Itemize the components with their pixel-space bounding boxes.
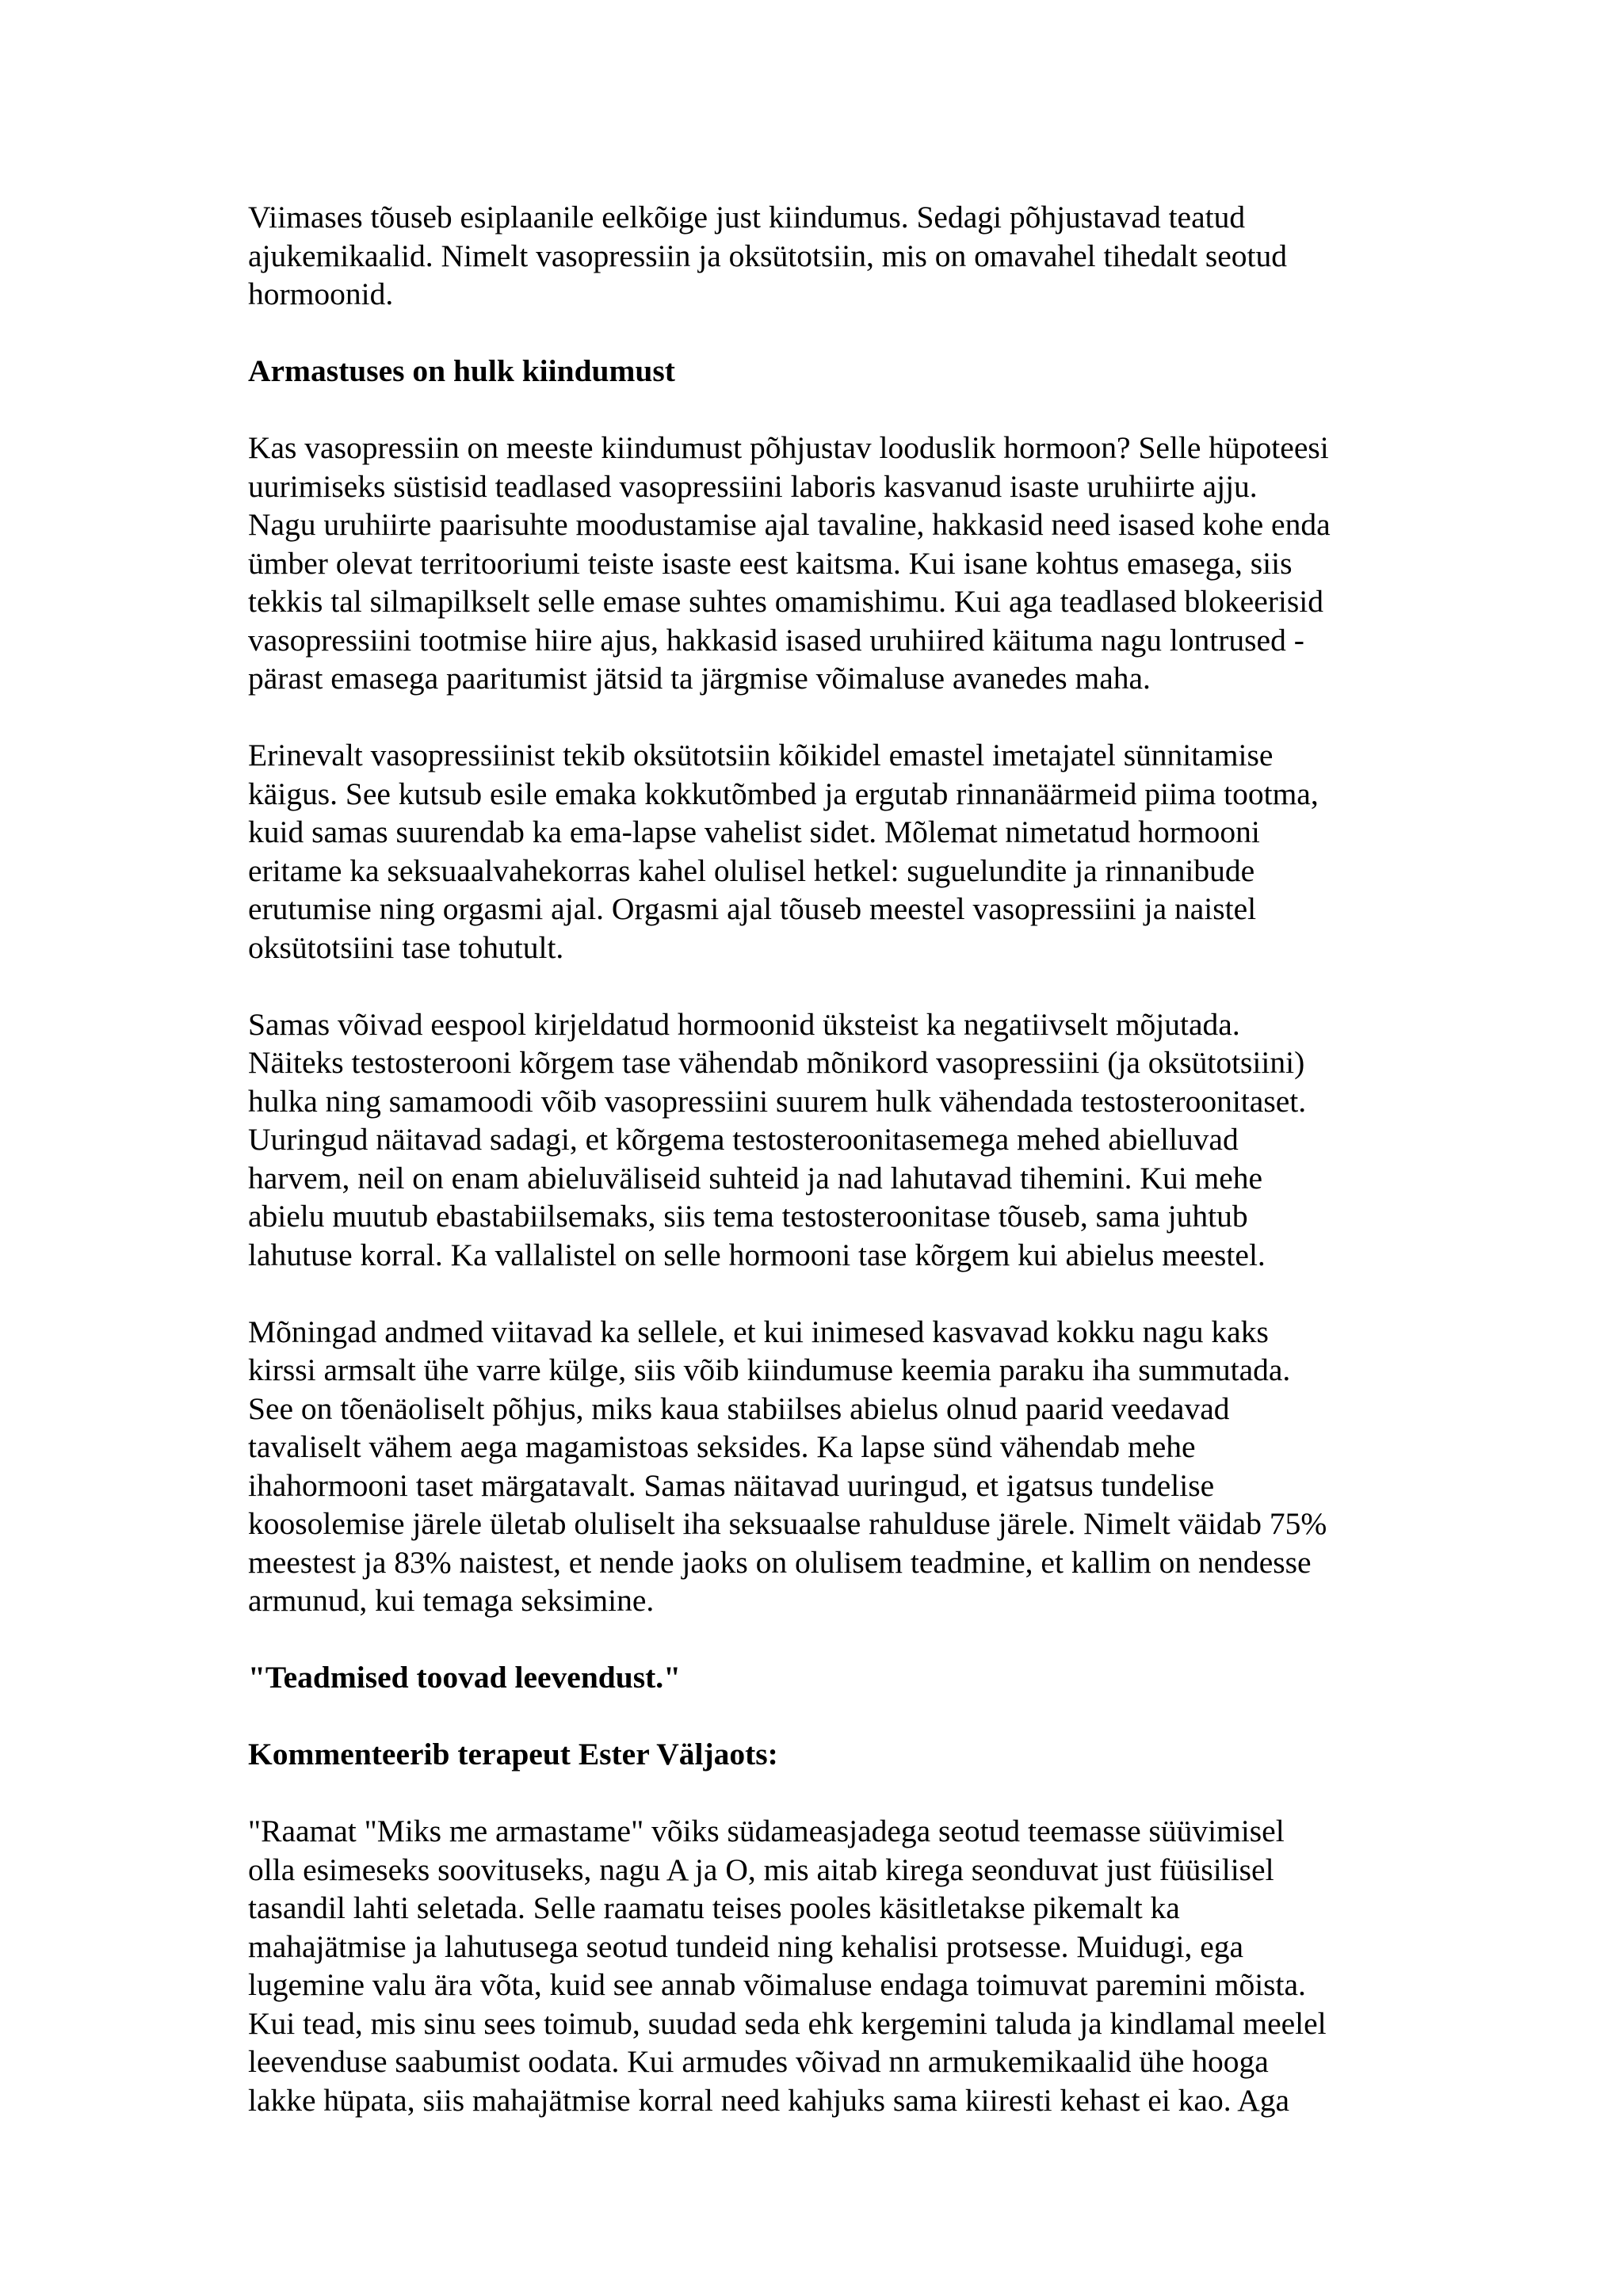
text-line: ajukemikaalid. Nimelt vasopressiin ja oksütotsiin, mis on omavahel tihedalt seotud bbox=[248, 238, 1287, 273]
paragraph-attachment bbox=[248, 1313, 1389, 1620]
document-page bbox=[248, 198, 1389, 2119]
paragraph-gap bbox=[248, 1774, 1389, 1813]
section-subheading: Kommenteerib terapeut Ester Väljaots: bbox=[248, 1737, 778, 1772]
text-line: mahajätmise ja lahutusega seotud tundeid ning kehalisi protsesse. Muidugi, ega bbox=[248, 1928, 1244, 1964]
text-line: oksütotsiini tase tohutult. bbox=[248, 929, 564, 965]
paragraph-gap bbox=[248, 1274, 1389, 1313]
text-line: pärast emasega paaritumist jätsid ta järgmise võimaluse avanedes maha. bbox=[248, 661, 1151, 696]
paragraph-gap bbox=[248, 314, 1389, 353]
text-line: Kui tead, mis sinu sees toimub, suudad seda ehk kergemini taluda ja kindlamal meelel bbox=[248, 2005, 1327, 2041]
text-line: hulka ning samamoodi võib vasopressiini suurem hulk vähendada testosteroonitaset. bbox=[248, 1083, 1307, 1119]
text-line: lahutuse korral. Ka vallalistel on selle hormooni tase kõrgem kui abielus meestel. bbox=[248, 1237, 1266, 1272]
text-line: armunud, kui temaga seksimine. bbox=[248, 1583, 655, 1618]
paragraph-therapist-quote bbox=[248, 1812, 1389, 2119]
text-line: erutumise ning orgasmi ajal. Orgasmi ajal tõuseb meestel vasopressiini ja naistel bbox=[248, 891, 1257, 926]
text-line: kuid samas suurendab ka ema-lapse vahelist sidet. Mõlemat nimetatud hormooni bbox=[248, 814, 1260, 849]
text-line: käigus. See kutsub esile emaka kokkutõmbed ja ergutab rinnanäärmeid piima tootma, bbox=[248, 776, 1319, 811]
text-line: Mõningad andmed viitavad ka sellele, et kui inimesed kasvavad kokku nagu kaks bbox=[248, 1314, 1269, 1349]
text-line: Nagu uruhiirte paarisuhte moodustamise ajal tavaline, hakkasid need isased kohe enda bbox=[248, 507, 1331, 542]
text-line: tekkis tal silmapilkselt selle emase suhtes omamishimu. Kui aga teadlased blokeerisid bbox=[248, 584, 1323, 619]
text-line: Erinevalt vasopressiinist tekib oksütotsiin kõikidel emastel imetajatel sünnitamise bbox=[248, 738, 1274, 772]
text-line: koosolemise järele ületab oluliselt iha seksuaalse rahulduse järele. Nimelt väidab 75% bbox=[248, 1506, 1327, 1541]
text-line: See on tõenäoliselt põhjus, miks kaua stabiilses abielus olnud paarid veedavad bbox=[248, 1390, 1230, 1426]
paragraph-gap bbox=[248, 1620, 1389, 1659]
text-line: "Raamat "Miks me armastame" võiks südameasjadega seotud teemasse süüvimisel bbox=[248, 1814, 1285, 1848]
text-line: tasandil lahti seletada. Selle raamatu teises pooles käsitletakse pikemalt ka bbox=[248, 1890, 1180, 1925]
text-line: olla esimeseks soovituseks, nagu A ja O, mis aitab kirega seonduvat just füüsilisel bbox=[248, 1852, 1274, 1887]
text-line: Samas võivad eespool kirjeldatud hormoonid üksteist ka negatiivselt mõjutada. bbox=[248, 1006, 1240, 1042]
text-line: vasopressiini tootmise hiire ajus, hakkasid isased uruhiired käituma nagu lontrused - bbox=[248, 622, 1304, 658]
paragraph-gap bbox=[248, 967, 1389, 1005]
text-line: kirssi armsalt ühe varre külge, siis võib kiindumuse keemia paraku iha summutada. bbox=[248, 1352, 1291, 1387]
section-heading: "Teadmised toovad leevendust." bbox=[248, 1660, 682, 1695]
text-line: ihahormooni taset märgatavalt. Samas näitavad uuringud, et igatsus tundelise bbox=[248, 1467, 1215, 1503]
text-line: harvem, neil on enam abieluväliseid suhteid ja nad lahutavad tihemini. Kui mehe bbox=[248, 1160, 1263, 1196]
paragraph-gap bbox=[248, 1697, 1389, 1736]
text-line: meestest ja 83% naistest, et nende jaoks on olulisem teadmine, et kallim on nendesse bbox=[248, 1544, 1312, 1580]
text-line: eritame ka seksuaalvahekorras kahel olulisel hetkel: suguelundite ja rinnanibude bbox=[248, 852, 1255, 888]
text-line: Kas vasopressiin on meeste kiindumust põhjustav looduslik hormoon? Selle hüpoteesi bbox=[248, 430, 1329, 465]
text-line: lakke hüpata, siis mahajätmise korral need kahjuks sama kiiresti kehast ei kao. Aga bbox=[248, 2082, 1290, 2118]
text-line: Näiteks testosterooni kõrgem tase vähendab mõnikord vasopressiini (ja oksütotsiini) bbox=[248, 1045, 1305, 1080]
paragraph-gap bbox=[248, 698, 1389, 737]
text-line: lugemine valu ära võta, kuid see annab võimaluse endaga toimuvat paremini mõista. bbox=[248, 1967, 1306, 2002]
section-heading: Armastuses on hulk kiindumust bbox=[248, 353, 675, 388]
paragraph-intro bbox=[248, 198, 1389, 314]
text-line: hormoonid. bbox=[248, 277, 394, 311]
paragraph-gap bbox=[248, 391, 1389, 429]
text-line: tavaliselt vähem aega magamistoas seksides. Ka lapse sünd vähendab mehe bbox=[248, 1429, 1196, 1464]
paragraph-testosterone bbox=[248, 1005, 1389, 1275]
text-line: Uuringud näitavad sadagi, et kõrgema testosteroonitasemega mehed abielluvad bbox=[248, 1122, 1239, 1157]
text-line: uurimiseks süstisid teadlased vasopressiini laboris kasvanud isaste uruhiirte ajju. bbox=[248, 468, 1258, 504]
paragraph-vasopressin bbox=[248, 429, 1389, 698]
text-line: Viimases tõuseb esiplaanile eelkõige just kiindumus. Sedagi põhjustavad teatud bbox=[248, 200, 1246, 235]
text-line: abielu muutub ebastabiilsemaks, siis tema testosteroonitase tõuseb, sama juhtub bbox=[248, 1199, 1248, 1234]
paragraph-oxytocin bbox=[248, 736, 1389, 967]
text-line: ümber olevat territooriumi teiste isaste eest kaitsma. Kui isane kohtus emasega, siis bbox=[248, 545, 1293, 581]
text-line: leevenduse saabumist oodata. Kui armudes võivad nn armukemikaalid ühe hooga bbox=[248, 2044, 1269, 2079]
